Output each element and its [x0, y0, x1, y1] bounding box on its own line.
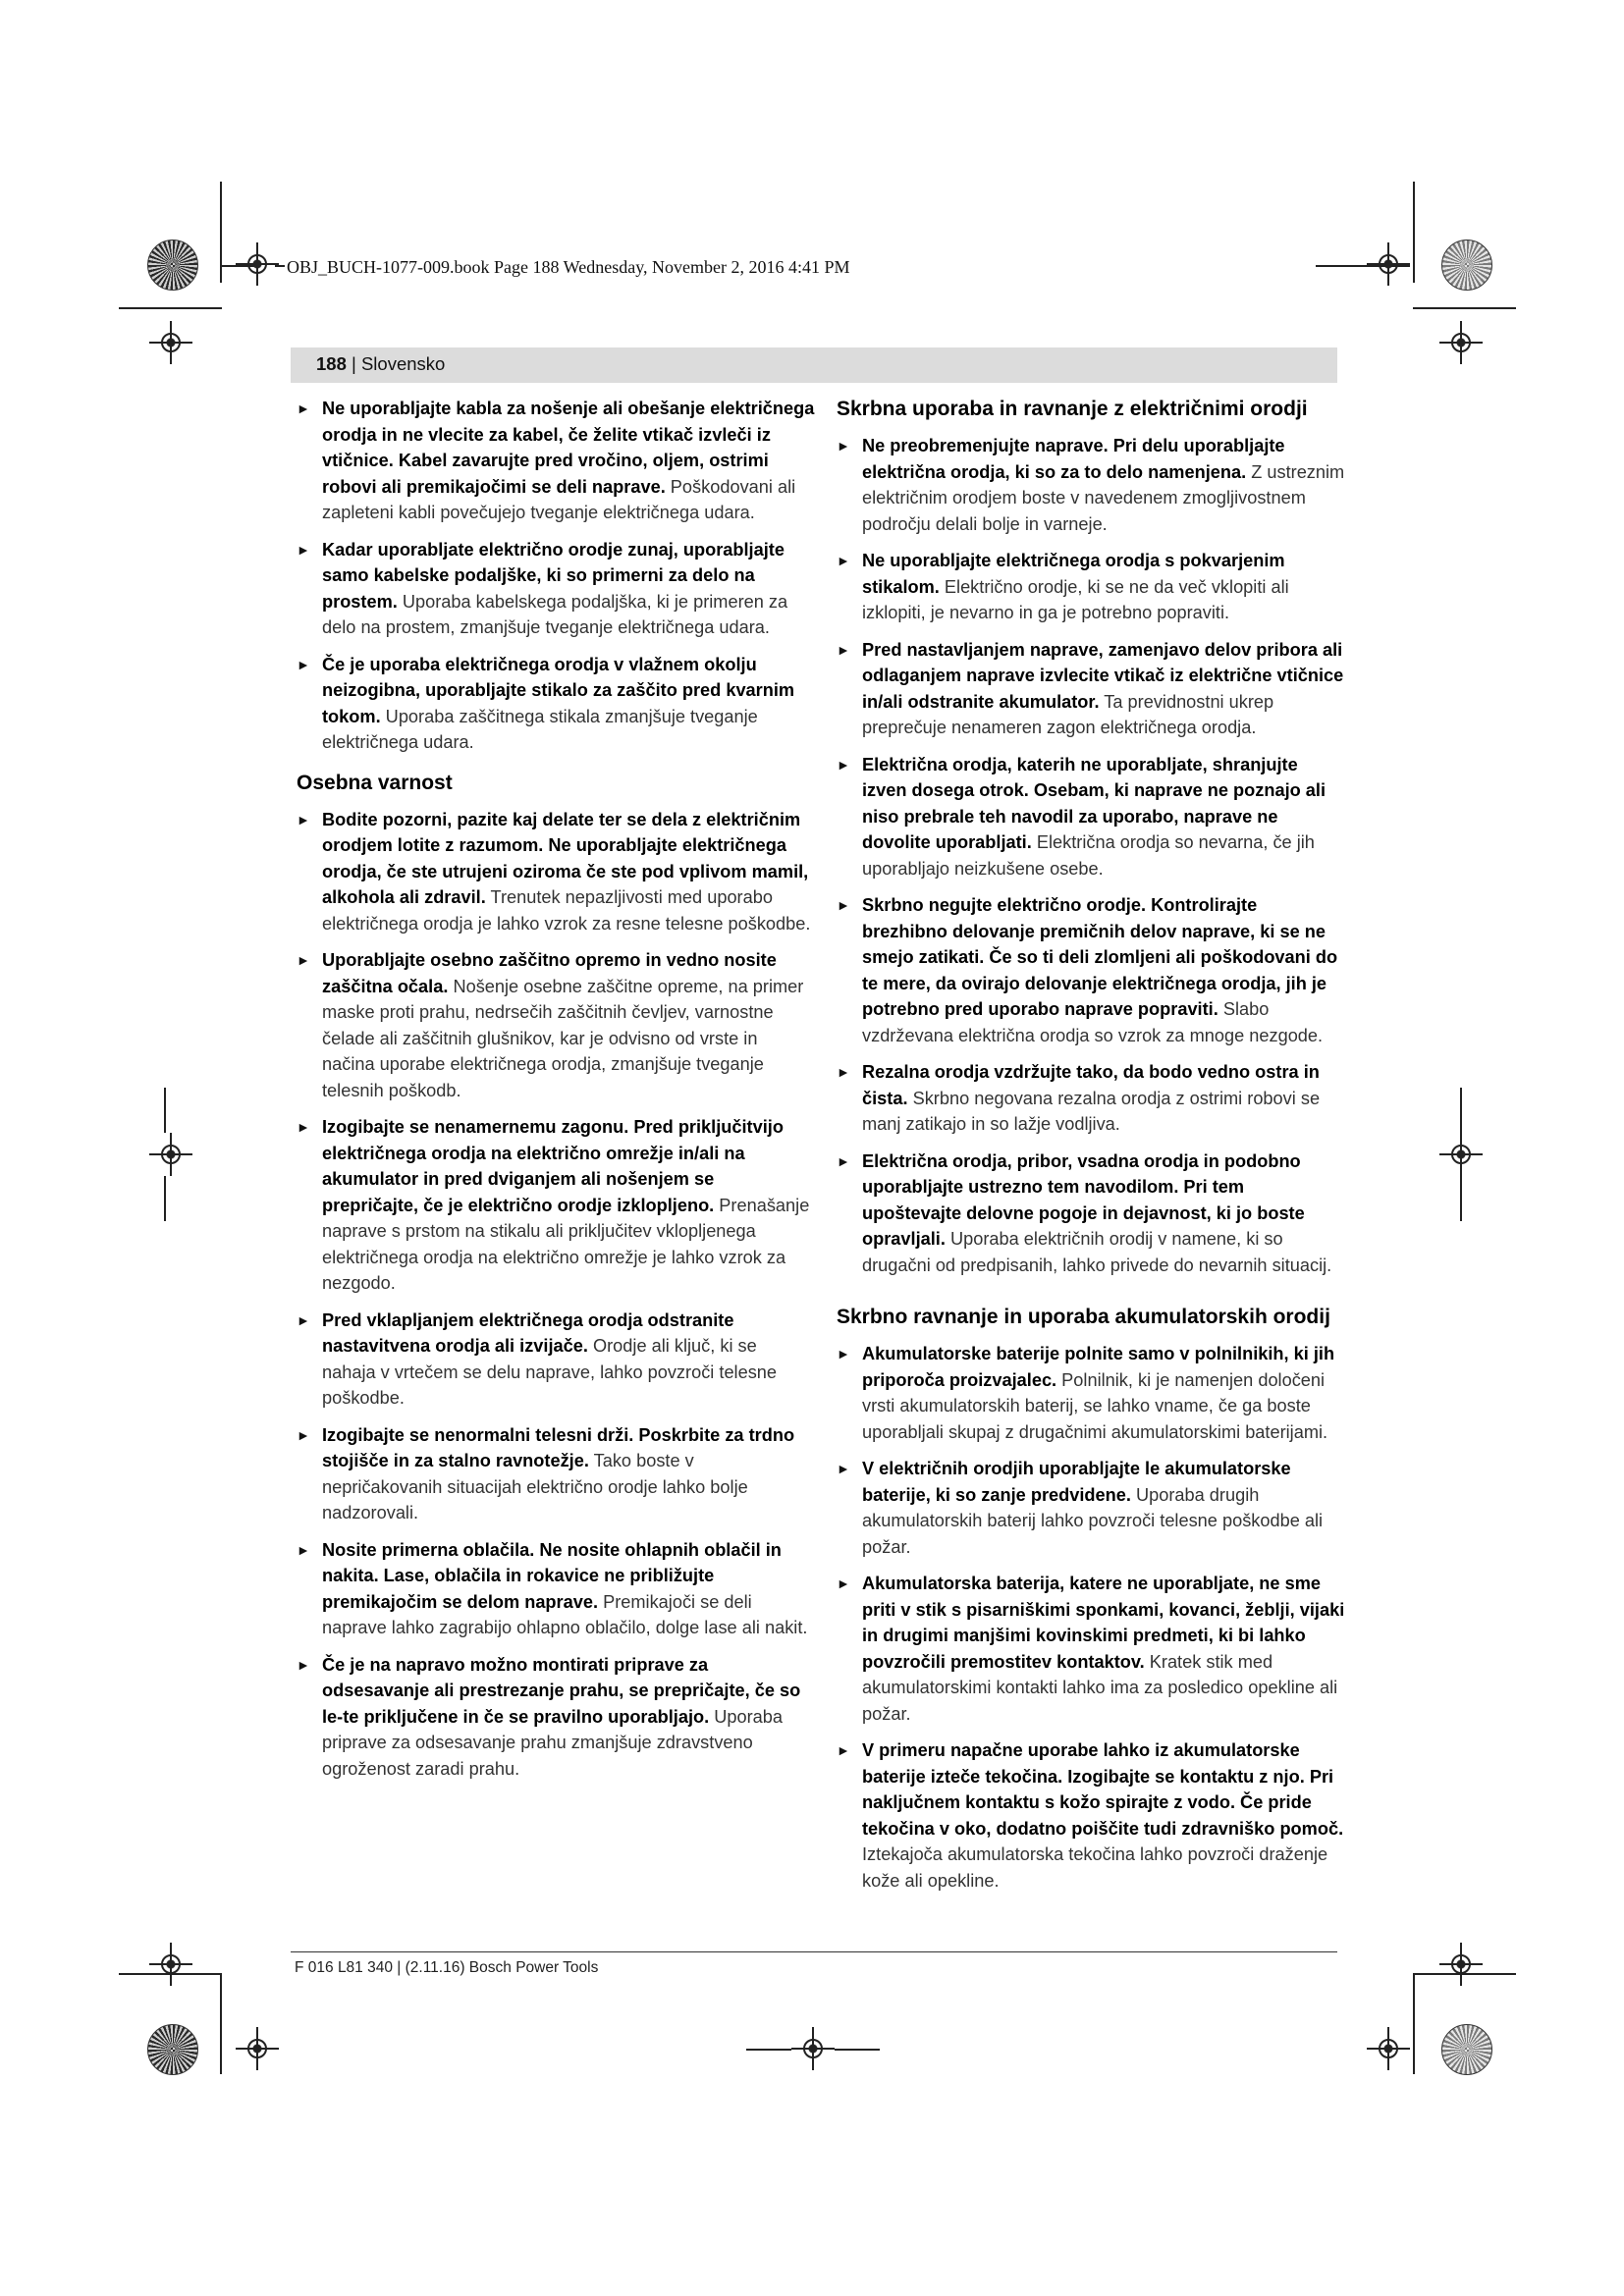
bullet-arrow-icon: ►: [297, 656, 310, 672]
section-title: Skrbno ravnanje in uporaba akumulatorskih orodij: [837, 1306, 1330, 1328]
item-emphasis: V primeru napačne uporabe lahko iz akumulatorske baterije izteče tekočina. Izogibajte se kontaktu z njo. Pri naključnem kontaktu s kožo spirajte z vodo. Če pride tekočina v oko, dodatno poiščite tudi zdravniško pomoč.: [862, 1740, 1344, 1839]
safety-item: [297, 1308, 815, 1412]
registration-cross-mark: [1367, 242, 1410, 286]
bullet-arrow-icon: ►: [837, 1064, 850, 1080]
item-explanation: Ta previdnostni ukrep preprečuje nenameren zagon električnega orodja.: [862, 691, 1274, 737]
registration-cross-mark: [1439, 1133, 1483, 1176]
page-header: [316, 353, 445, 375]
item-explanation: Polnilnik, ki je namenjen določeni vrsti akumulatorskih baterij, se lahko vname, če ga boste uporabljali skupaj z drugačnimi akumulatorskimi baterijami.: [862, 1369, 1328, 1442]
item-emphasis: Izogibajte se nenormalni telesni drži. Poskrbite za trdno stojišče in za stalno ravnotežje.: [322, 1424, 795, 1470]
item-explanation: Premikajoči se deli naprave lahko zagrabijo ohlapno oblačilo, dolge lase ali nakit.: [322, 1591, 808, 1637]
header-language: Slovensko: [360, 353, 446, 374]
item-emphasis: Bodite pozorni, pazite kaj delate ter se dela z električnim orodjem lotite z razumom. Ne uporabljajte električnega orodja, če ste utrujeni oziroma če ste pod vplivom mamil, alkohola ali zdravil.: [322, 809, 809, 907]
safety-item: [297, 1652, 815, 1783]
registration-cross-mark: [149, 1133, 192, 1176]
item-emphasis: V električnih orodjih uporabljajte le akumulatorske baterije, ki so zanje predvidene.: [862, 1459, 1291, 1505]
item-emphasis: Ne preobremenjujte naprave. Pri delu uporabljajte električna orodja, ki so za to delo namenjena.: [862, 436, 1285, 482]
item-group: [837, 433, 1347, 1278]
registration-cross-mark: [1439, 321, 1483, 364]
bullet-arrow-icon: ►: [837, 897, 850, 913]
color-rosette-mark: [1441, 2024, 1492, 2075]
item-explanation: Z ustreznim električnim orodjem boste v navedenem zmogljivostnem področju delali bolje in varneje.: [862, 461, 1345, 534]
safety-item: [837, 433, 1347, 537]
crop-mark: [1413, 182, 1415, 283]
section-title: Osebna varnost: [297, 771, 453, 794]
crop-mark: [220, 182, 222, 283]
crop-mark: [1460, 1088, 1462, 1133]
bullet-arrow-icon: ►: [837, 1742, 850, 1758]
item-explanation: Nošenje osebne zaščitne opreme, na primer maske proti prahu, nedrsečih zaščitnih čevljev, varnostne čelade ali zaščitnih glušnikov, kar je odvisno od vrste in načina uporabe električnega orodja, zmanjšuje tveganje telesnih poškodb.: [322, 976, 804, 1100]
registration-cross-mark: [236, 2027, 279, 2070]
page-footer: F 016 L81 340 | (2.11.16) Bosch Power Tools: [295, 1959, 599, 1976]
item-emphasis: Če je na napravo možno montirati priprave za odsesavanje ali prestrezanje prahu, se prepričajte, če so le-te priključene in če se pravilno uporabljajo.: [322, 1654, 801, 1727]
registration-cross-mark: [149, 321, 192, 364]
item-emphasis: Rezalna orodja vzdržujte tako, da bodo vedno ostra in čista.: [862, 1062, 1320, 1108]
safety-item: [297, 1537, 815, 1641]
header-bar: [291, 347, 1337, 383]
crop-mark: [119, 307, 222, 309]
safety-item: [297, 537, 815, 641]
safety-item: [837, 637, 1347, 741]
item-explanation: Kratek stik med akumulatorskimi kontakti lahko ima za posledico opekline ali požar.: [862, 1651, 1338, 1724]
item-explanation: Trenutek nepazljivosti med uporabo električnega orodja je lahko vzrok za resne telesne poškodbe.: [322, 887, 811, 934]
crop-mark: [1413, 307, 1516, 309]
color-rosette-mark: [147, 240, 198, 291]
safety-item: [837, 892, 1347, 1048]
bullet-arrow-icon: ►: [297, 1541, 310, 1558]
registration-cross-mark: [1367, 2027, 1410, 2070]
footer-rule: [291, 1951, 1337, 1952]
item-explanation: Uporaba priprave za odsesavanje prahu zmanjšuje zdravstveno ogroženost zaradi prahu.: [322, 1706, 784, 1779]
item-explanation: Slabo vzdrževana električna orodja so vzrok za mnoge nezgode.: [862, 999, 1324, 1045]
item-explanation: Uporaba kabelskega podaljška, ki je primeren za delo na prostem, zmanjšuje tveganje električnega udara.: [322, 591, 788, 637]
item-explanation: Električna orodja so nevarna, če jih uporabljajo neizkušene osebe.: [862, 832, 1315, 879]
print-job-line: OBJ_BUCH-1077-009.book Page 188 Wednesday, November 2, 2016 4:41 PM: [287, 257, 850, 277]
item-explanation: Skrbno negovana rezalna orodja z ostrimi robovi se manj zatikajo in so lažje vodljiva.: [862, 1088, 1321, 1134]
item-group: [837, 1341, 1347, 1894]
registration-cross-mark: [791, 2027, 835, 2070]
safety-item: [297, 1114, 815, 1297]
bullet-arrow-icon: ►: [837, 553, 850, 568]
item-explanation: Poškodovani ali zapleteni kabli povečujejo tveganje električnega udara.: [322, 476, 796, 522]
bullet-arrow-icon: ►: [297, 952, 310, 968]
item-emphasis: Skrbno negujte električno orodje. Kontrolirajte brezhibno delovanje premičnih delov naprave, ki se ne smejo zatikati. Če so ti deli zlomljeni ali poškodovani do te mere, da ovirajo delovanje električnega orodja, jih je potrebno pred uporabo naprave popraviti.: [862, 895, 1338, 1019]
safety-item: [837, 1148, 1347, 1279]
crop-mark: [164, 1088, 166, 1133]
safety-item: [837, 548, 1347, 626]
registration-cross-mark: [236, 242, 279, 286]
item-emphasis: Pred nastavljanjem naprave, zamenjavo delov pribora ali odlaganjem naprave izvlecite vtikač iz električne vtičnice in/ali odstranite akumulator.: [862, 639, 1344, 712]
registration-cross-mark: [149, 1943, 192, 1986]
item-emphasis: Akumulatorske baterije polnite samo v polnilnikih, ki jih priporoča proizvajalec.: [862, 1344, 1335, 1390]
bullet-arrow-icon: ►: [297, 1656, 310, 1673]
item-emphasis: Električna orodja, katerih ne uporabljate, shranjujte izven dosega otrok. Osebam, ki naprave ne poznajo ali niso prebrale teh navodil za uporabo, naprave ne dovolite uporabljati.: [862, 754, 1326, 852]
bullet-arrow-icon: ►: [297, 1311, 310, 1328]
bullet-arrow-icon: ►: [837, 1461, 850, 1476]
bullet-arrow-icon: ►: [297, 811, 310, 828]
bullet-arrow-icon: ►: [297, 541, 310, 558]
registration-cross-mark: [1439, 1943, 1483, 1986]
safety-item: [297, 807, 815, 937]
header-separator: |: [346, 353, 361, 374]
color-rosette-mark: [147, 2024, 198, 2075]
safety-item: [297, 947, 815, 1103]
safety-item: [297, 652, 815, 756]
item-emphasis: Nosite primerna oblačila. Ne nosite ohlapnih oblačil in nakita. Lase, oblačila in rokavice ne približujte premikajočim se delom naprave.: [322, 1539, 782, 1612]
safety-item: [837, 752, 1347, 882]
item-explanation: Uporaba drugih akumulatorskih baterij lahko povzroči telesne poškodbe ali požar.: [862, 1484, 1324, 1557]
bullet-arrow-icon: ►: [837, 756, 850, 773]
item-emphasis: Ne uporabljajte kabla za nošenje ali obešanje električnega orodja in ne vlecite za kabel, če želite vtikač izvleči iz vtičnice. Kabel zavarujte pred vročino, oljem, ostrimi robovi ali premikajočimi se deli naprave.: [322, 399, 815, 497]
item-emphasis: Izogibajte se nenamernemu zagonu. Pred priključitvijo električnega orodja na električno omrežje in/ali na akumulator in pred dviganjem ali nošenjem se prepričajte, če je električno orodje izklopljeno.: [322, 1117, 784, 1215]
left-column: [297, 396, 815, 1792]
item-explanation: Uporaba električnih orodij v namene, ki so drugačni od predpisanih, lahko privede do nevarnih situacij.: [862, 1229, 1332, 1275]
item-emphasis: Ne uporabljajte električnega orodja s pokvarjenim stikalom.: [862, 551, 1285, 597]
crop-mark: [220, 1973, 222, 2074]
safety-item: [837, 1571, 1347, 1727]
item-explanation: Orodje ali ključ, ki se nahaja v vrtečem se delu naprave, lahko povzroči telesne poškodbe.: [322, 1336, 778, 1408]
item-emphasis: Uporabljajte osebno zaščitno opremo in vedno nosite zaščitna očala.: [322, 950, 777, 996]
item-group: [297, 807, 815, 1783]
crop-mark: [1460, 1176, 1462, 1221]
crop-mark: [746, 2049, 791, 2051]
bullet-arrow-icon: ►: [837, 438, 850, 454]
section-title: Skrbna uporaba in ravnanje z električnimi orodji: [837, 398, 1308, 420]
item-explanation: Uporaba zaščitnega stikala zmanjšuje tveganje električnega udara.: [322, 706, 758, 752]
right-column: [837, 396, 1347, 1904]
color-rosette-mark: [1441, 240, 1492, 291]
item-explanation: Tako boste v nepričakovanih situacijah električno orodje lahko bolje nadzorovali.: [322, 1451, 748, 1522]
item-explanation: Električno orodje, ki se ne da več vklopiti ali izklopiti, je nevarno in ga je potrebno popraviti.: [862, 576, 1289, 622]
bullet-arrow-icon: ►: [837, 1152, 850, 1169]
item-emphasis: Pred vklapljanjem električnega orodja odstranite nastavitvena orodja ali izvijače.: [322, 1309, 734, 1356]
item-group: [297, 396, 815, 756]
crop-mark: [164, 1176, 166, 1221]
safety-item: [297, 1422, 815, 1526]
item-explanation: Prenašanje naprave s prstom na stikalu ali priključitev vklopljenega električnega orodja na električno omrežje je lahko vzrok za nezgodo.: [322, 1195, 810, 1293]
crop-mark: [835, 2049, 880, 2051]
page-number: 188: [316, 353, 347, 374]
item-emphasis: Akumulatorska baterija, katere ne uporabljate, ne sme priti v stik s pisarniškimi sponkami, kovanci, žeblji, vijaki in drugimi manjšimi kovinskimi predmeti, ki bi lahko povzročili premostitev kontaktov.: [862, 1574, 1345, 1672]
bullet-arrow-icon: ►: [837, 1346, 850, 1362]
bullet-arrow-icon: ►: [297, 1119, 310, 1135]
bullet-arrow-icon: ►: [837, 641, 850, 658]
item-explanation: Iztekajoča akumulatorska tekočina lahko povzroči draženje kože ali opekline.: [862, 1844, 1328, 1891]
safety-item: [297, 396, 815, 526]
bullet-arrow-icon: ►: [297, 400, 310, 416]
item-emphasis: Kadar uporabljate električno orodje zunaj, uporabljajte samo kabelske podaljške, ki so primerni za delo na prostem.: [322, 539, 785, 612]
item-emphasis: Če je uporaba električnega orodja v vlažnem okolju neizogibna, uporabljajte stikalo za zaščito pred kvarnim tokom.: [322, 654, 795, 726]
safety-item: [837, 1456, 1347, 1560]
bullet-arrow-icon: ►: [297, 1426, 310, 1443]
safety-item: [837, 1341, 1347, 1445]
crop-mark: [1413, 1973, 1415, 2074]
bullet-arrow-icon: ►: [837, 1575, 850, 1591]
safety-item: [837, 1059, 1347, 1138]
item-emphasis: Električna orodja, pribor, vsadna orodja in podobno uporabljajte ustrezno tem navodilom. Pri tem upoštevajte delovne pogoje in dejavnost, ki jo boste opravljali.: [862, 1150, 1305, 1249]
safety-item: [837, 1737, 1347, 1894]
